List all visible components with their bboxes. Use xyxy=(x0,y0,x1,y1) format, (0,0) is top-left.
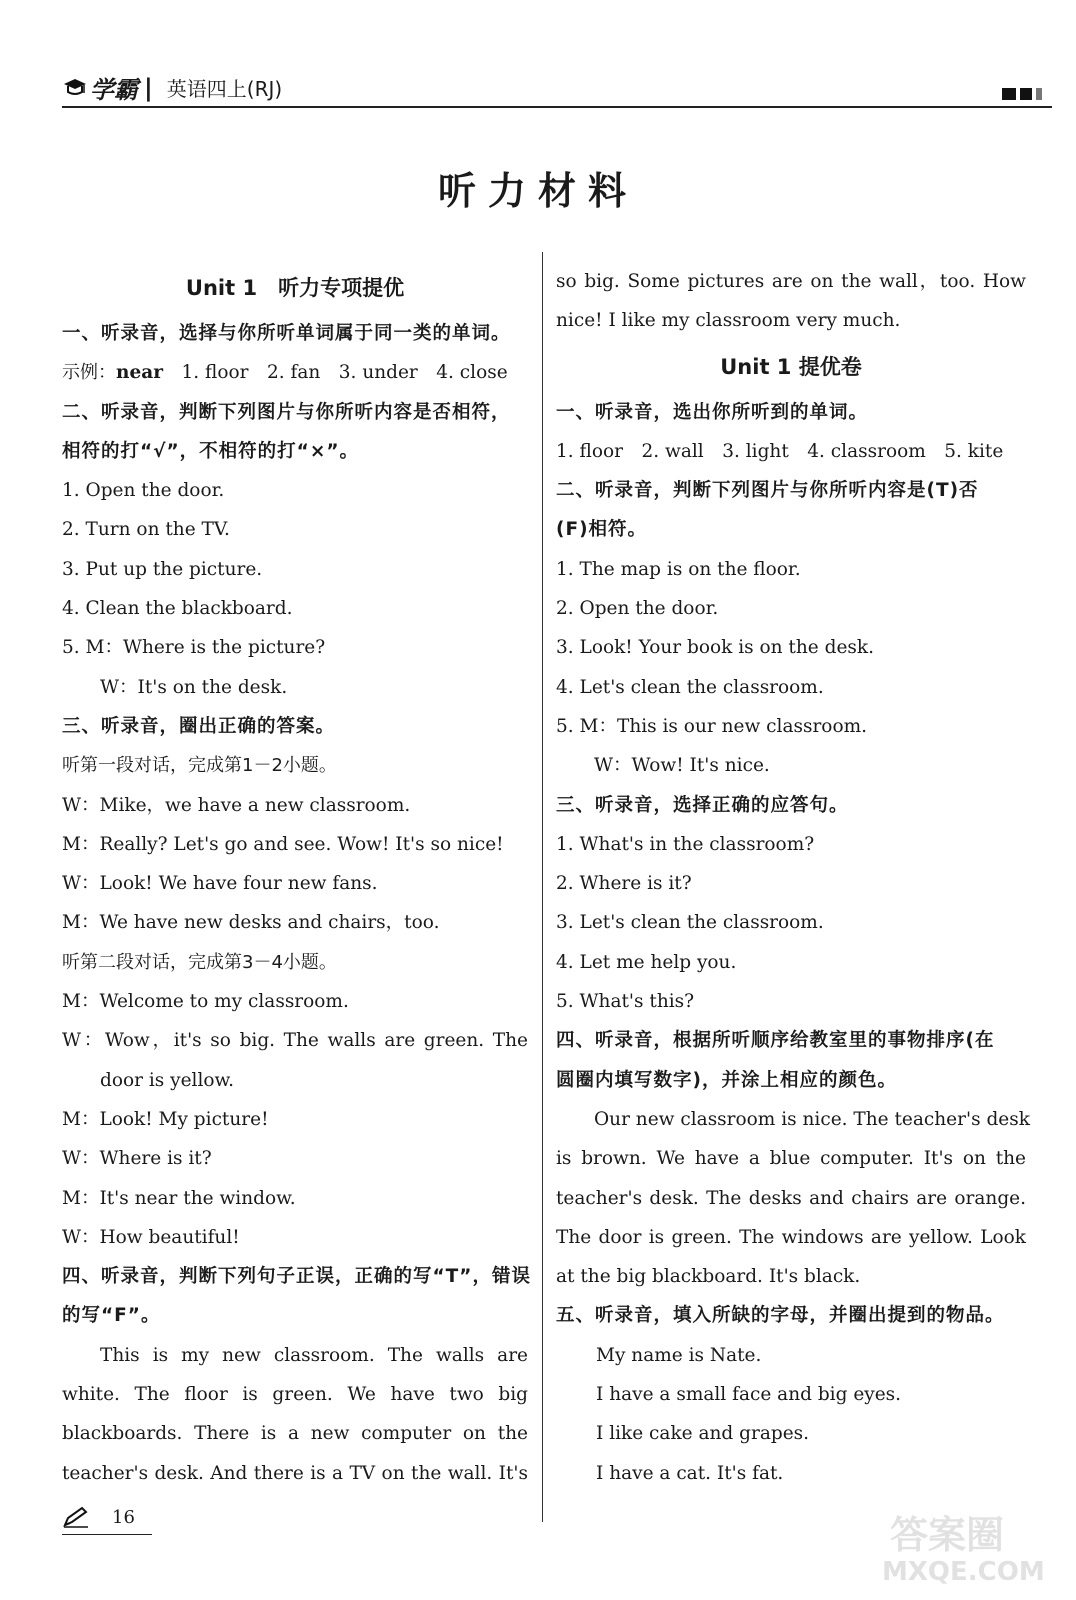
graduation-cap-icon xyxy=(62,75,88,101)
text-line: 4. Let me help you. xyxy=(556,951,737,973)
paragraph-line: The door is green. The windows are yellow. Look xyxy=(556,1226,1026,1248)
header-separator: | xyxy=(144,73,153,102)
dialogue-instruction: 听第一段对话，完成第1－2小题。 xyxy=(62,755,337,777)
text-line: I have a cat. It's fat. xyxy=(596,1462,784,1484)
section-instruction: 相符的打“√”，不相符的打“×”。 xyxy=(62,440,359,462)
text-line: 1. floor 2. wall 3. light 4. classroom 5. kite xyxy=(556,440,1004,462)
section-instruction: 三、听录音，圈出正确的答案。 xyxy=(62,715,336,737)
section-instruction: 二、听录音，判断下列图片与你所听内容是否相符， xyxy=(62,401,511,423)
section-instruction: 一、听录音，选择与你所听单词属于同一类的单词。 xyxy=(62,323,511,344)
paragraph-line: Our new classroom is nice. The teacher's desk xyxy=(594,1108,1030,1130)
unit-heading: Unit 1 听力专项提优 xyxy=(185,276,405,300)
text-line: 5. M：Where is the picture? xyxy=(62,637,326,659)
page-number: 16 xyxy=(112,1506,135,1528)
section-instruction: 的写“F”。 xyxy=(62,1305,161,1327)
page-footer xyxy=(62,1506,135,1528)
text-line: 4. Clean the blackboard. xyxy=(62,598,293,620)
text-line: W：Where is it? xyxy=(62,1148,212,1170)
section-instruction: 二、听录音，判断下列图片与你所听内容是(T)否 xyxy=(556,480,979,502)
paragraph-line: blackboards. There is a new computer on the xyxy=(62,1423,528,1445)
text-line: W：Wow! It's nice. xyxy=(594,755,770,777)
text-line: door is yellow. xyxy=(100,1069,235,1091)
left-column xyxy=(62,262,531,1493)
logo-text: 学霸 xyxy=(90,76,138,104)
example-word: near xyxy=(116,362,163,384)
column-divider xyxy=(542,252,543,1522)
text-line: I have a small face and big eyes. xyxy=(596,1384,902,1406)
text-line: I like cake and grapes. xyxy=(596,1423,810,1445)
section-instruction: 四、听录音，根据所听顺序给教室里的事物排序(在 xyxy=(556,1030,995,1052)
text-line: 1. What's in the classroom? xyxy=(556,833,815,855)
paragraph-line: This is my new classroom. The walls are xyxy=(100,1344,528,1366)
right-column xyxy=(556,262,1030,1493)
page-title: 听力材料 xyxy=(437,169,638,213)
text-line: M：Welcome to my classroom. xyxy=(62,991,349,1013)
watermark-line2: MXQE.COM xyxy=(882,1557,1045,1587)
watermark-logo xyxy=(870,1500,1060,1590)
footer-rule xyxy=(62,1534,152,1535)
text-line: at the big blackboard. It's black. xyxy=(556,1266,861,1288)
paragraph-line: teacher's desk. The desks and chairs are orange. xyxy=(556,1187,1026,1209)
text-line: M：Really? Let's go and see. Wow! It's so nice! xyxy=(62,833,504,855)
text-line: W：Look! We have four new fans. xyxy=(62,873,378,895)
text-line: 2. Open the door. xyxy=(556,598,719,620)
text-line: W：It's on the desk. xyxy=(100,676,288,698)
text-line: M：It's near the window. xyxy=(62,1187,296,1209)
example-options: 1. floor 2. fan 3. under 4. close xyxy=(162,362,508,384)
text-line: nice! I like my classroom very much. xyxy=(556,310,901,332)
section-instruction: 三、听录音，选择正确的应答句。 xyxy=(556,794,849,816)
text-line: M：Look! My picture! xyxy=(62,1108,269,1130)
text-line: W：How beautiful! xyxy=(62,1226,240,1248)
book-title: 英语四上(RJ) xyxy=(166,77,283,101)
paragraph-line: is brown. We have a blue computer. It's on the xyxy=(556,1148,1026,1170)
paragraph-line: white. The floor is green. We have two big xyxy=(62,1384,528,1406)
pencil-icon xyxy=(62,1506,90,1528)
text-line: My name is Nate. xyxy=(596,1344,762,1366)
text-line: 3. Let's clean the classroom. xyxy=(556,912,824,934)
brand-logo xyxy=(62,70,282,105)
unit-heading: Unit 1 提优卷 xyxy=(720,354,862,379)
watermark-line1: 答案圈 xyxy=(890,1513,1005,1557)
header-rule xyxy=(62,106,1052,108)
section-instruction: 五、听录音，填入所缺的字母，并圈出提到的物品。 xyxy=(556,1305,1005,1327)
text-line: 4. Let's clean the classroom. xyxy=(556,676,824,698)
paragraph-line: teacher's desk. And there is a TV on the wall. It's xyxy=(62,1462,528,1484)
text-line: 1. The map is on the floor. xyxy=(556,558,801,580)
text-line: 3. Look! Your book is on the desk. xyxy=(556,637,874,659)
text-line: 5. M：This is our new classroom. xyxy=(556,715,868,737)
text-line: M：We have new desks and chairs，too. xyxy=(62,912,440,934)
page-header xyxy=(62,70,1052,104)
example-line xyxy=(62,353,528,392)
section-instruction: 四、听录音，判断下列句子正误，正确的写“T”，错误 xyxy=(62,1266,531,1288)
text-line: 1. Open the door. xyxy=(62,480,225,502)
section-instruction: 圆圈内填写数字)，并涂上相应的颜色。 xyxy=(556,1069,897,1091)
text-line: 5. What's this? xyxy=(556,991,695,1013)
text-line: 3. Put up the picture. xyxy=(62,558,263,580)
text-line: 2. Where is it? xyxy=(556,873,692,895)
dialogue-instruction: 听第二段对话，完成第3－4小题。 xyxy=(62,951,337,973)
paragraph-line: so big. Some pictures are on the wall，too. How xyxy=(556,271,1026,292)
text-line: W：Mike，we have a new classroom. xyxy=(62,794,411,816)
example-label: 示例： xyxy=(62,362,116,384)
header-decoration xyxy=(1002,88,1042,100)
section-instruction: 一、听录音，选出你所听到的单词。 xyxy=(556,401,869,423)
text-line: 2. Turn on the TV. xyxy=(62,519,230,541)
paragraph-line: W：Wow，it's so big. The walls are green. The xyxy=(62,1030,528,1052)
section-instruction: (F)相符。 xyxy=(556,519,648,541)
